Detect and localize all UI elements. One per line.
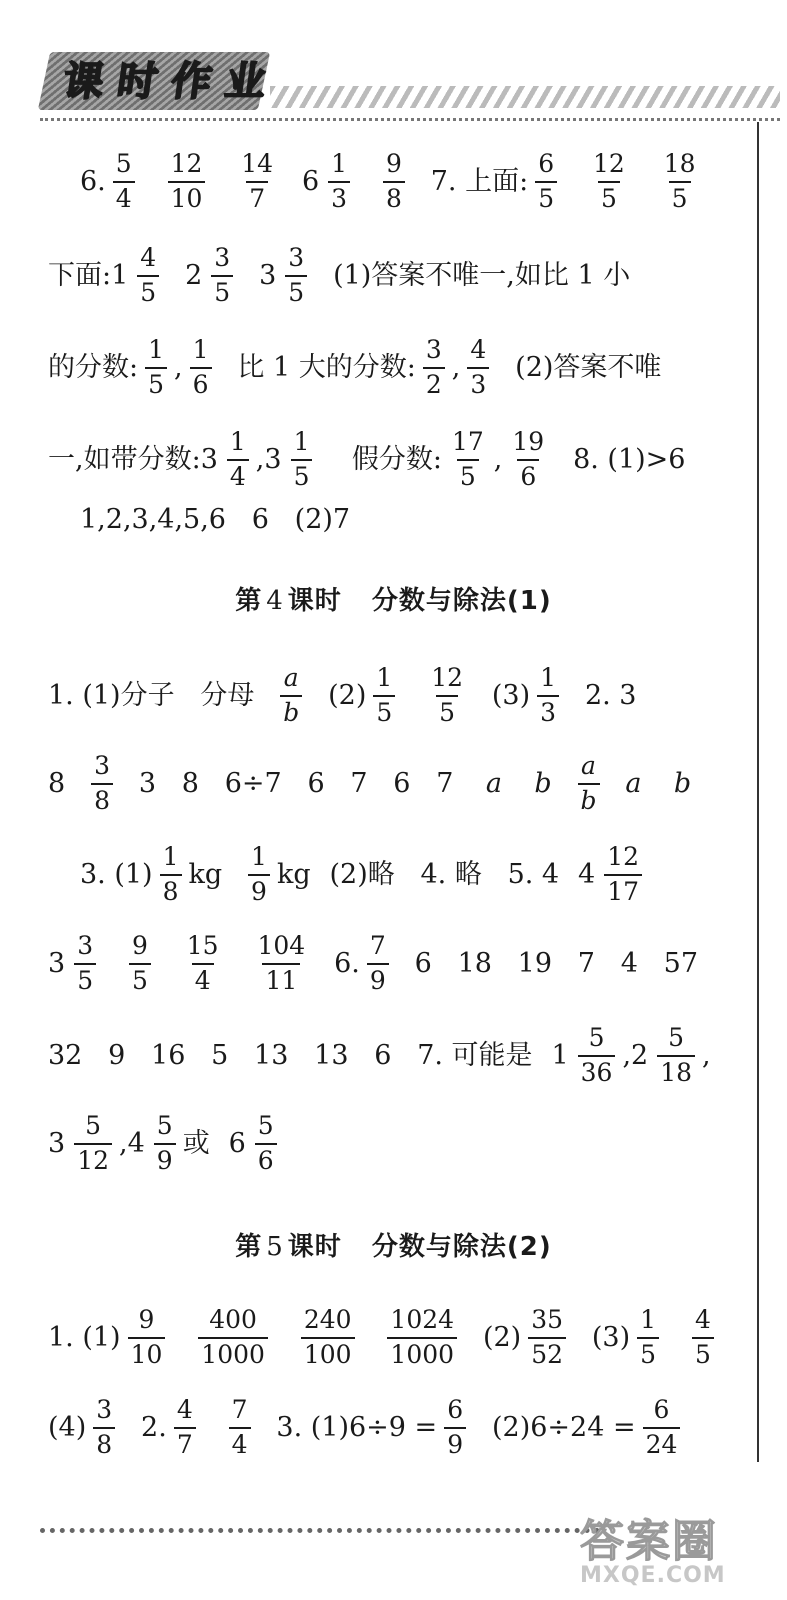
answer-line [48,336,742,400]
answer-text: 1,2,3,4,5,6 6 (2)7 [80,504,351,535]
fraction: $\frac{19}{6}$ [512,427,545,491]
fraction: $\frac{12}{17}$ [604,843,642,907]
fraction: $\frac{a}{b}$ [578,752,600,816]
variable: b [534,767,552,799]
mixed-whole: 2 [631,1039,649,1071]
fraction: $\frac{6}{24}$ [643,1396,681,1460]
answer-text: 的分数: [48,351,139,383]
fraction: $\frac{4}{5}$ [137,244,159,308]
answer-text: 下面: [48,259,112,291]
fraction: $\frac{1}{9}$ [248,843,270,907]
mixed-whole: 6 [301,165,320,197]
fraction: $\frac{35}{52}$ [528,1306,566,1370]
fraction: $\frac{4}{3}$ [467,336,489,400]
answer-text: 6 18 19 7 4 57 [414,947,698,979]
answer-text: 32 9 16 5 13 13 6 7. 可能是 [48,1039,533,1071]
fraction: $\frac{3}{5}$ [285,244,307,308]
fraction: $\frac{1}{3}$ [328,150,350,214]
fraction: $\frac{1}{5}$ [373,664,395,728]
answer-text: 比 1 大的分数: [237,351,416,383]
fraction: $\frac{5}{9}$ [154,1112,176,1176]
separator: , [255,443,265,475]
separator: , [451,351,461,383]
fraction: $\frac{12}{5}$ [431,663,463,727]
answer-line [80,843,742,907]
answer-line [48,1396,742,1460]
answer-line [48,752,742,816]
fraction: $\frac{1}{6}$ [190,336,212,400]
fraction: $\frac{5}{36}$ [578,1024,616,1088]
fraction: $\frac{7}{9}$ [367,932,389,996]
answer-text: 假分数: [351,443,442,475]
fraction: $\frac{12}{5}$ [593,149,625,213]
watermark-text: 答案圈 [580,1516,718,1567]
fraction: $\frac{6}{5}$ [535,150,557,214]
fraction: $\frac{1}{5}$ [145,336,167,400]
variable: a [625,767,642,799]
question-number: 6. [80,165,106,197]
fraction: $\frac{a}{b}$ [280,664,302,728]
fraction: $\frac{4}{7}$ [174,1396,196,1460]
separator: , [702,1039,711,1071]
answer-text: 3 8 6÷7 6 7 6 7 [138,767,454,799]
answer-text: (1)答案不唯一,如比 1 小 [333,259,631,291]
fraction: $\frac{3}{5}$ [211,244,233,308]
answer-text: 2. 3 [584,679,637,711]
mixed-whole: 2 [185,259,203,291]
watermark-url: MXQE.COM [580,1563,726,1588]
answer-text: 8. (1)>6 [573,443,686,475]
fraction: $\frac{3}{8}$ [91,752,113,816]
section-heading: 第 5 课时 分数与除法(2) [235,1232,552,1262]
answer-text: 3. (1) [80,858,153,890]
answer-text: (3) [591,1321,631,1353]
answer-text: (4) [48,1411,87,1443]
fraction: $\frac{1}{8}$ [160,843,182,907]
answer-line [48,1112,742,1176]
fraction: $\frac{12}{10}$ [168,150,206,214]
variable: b [673,767,692,799]
fraction: $\frac{5}{18}$ [657,1024,695,1088]
fraction: $\frac{18}{5}$ [663,149,696,213]
mixed-whole: 4 [578,858,596,890]
mixed-whole: 1 [551,1039,569,1071]
fraction: $\frac{1}{5}$ [637,1306,659,1370]
separator: , [119,1127,128,1159]
fraction: $\frac{15}{4}$ [186,931,219,995]
separator: , [493,443,503,475]
header-title-char: 业 [222,59,269,105]
separator: , [622,1039,632,1071]
header-title-char: 时 [114,59,161,105]
fraction: $\frac{9}{8}$ [383,150,405,214]
answer-text: 8 [48,767,66,799]
answer-line [48,664,742,728]
answer-line [48,1306,742,1370]
question-number: 6. [334,947,360,979]
fraction: $\frac{17}{5}$ [451,427,484,491]
fraction: $\frac{5}{6}$ [255,1112,277,1176]
fraction: $\frac{1024}{1000}$ [387,1306,457,1370]
variable: a [485,767,502,799]
fraction: $\frac{400}{1000}$ [198,1306,268,1370]
mixed-whole: 4 [127,1127,145,1159]
fraction: $\frac{9}{5}$ [129,932,151,996]
fraction: $\frac{5}{4}$ [113,150,135,214]
fraction: $\frac{5}{12}$ [74,1112,112,1176]
fraction: $\frac{3}{5}$ [74,932,96,996]
answer-text: 1. (1)分子 分母 [48,679,255,711]
separator: , [174,351,183,383]
answer-text: (2)6÷24 = [491,1411,636,1443]
fraction: $\frac{14}{7}$ [241,149,274,213]
mixed-whole: 3 [264,443,282,475]
mixed-whole: 3 [259,259,277,291]
fraction: $\frac{6}{9}$ [444,1396,466,1460]
header-title-char: 课 [60,59,107,105]
header-title-char: 作 [168,59,215,105]
answer-line [48,932,742,996]
footer-dotted-rule [40,1528,600,1549]
fraction: $\frac{7}{4}$ [229,1396,251,1460]
answer-text: (3) [491,679,531,711]
answer-text: 一,如带分数: [48,443,201,475]
fraction: $\frac{240}{100}$ [301,1306,355,1370]
fraction: $\frac{1}{3}$ [537,664,559,728]
fraction: $\frac{3}{8}$ [93,1396,115,1460]
fraction: $\frac{3}{2}$ [423,336,445,400]
answer-text: 或 [182,1127,210,1159]
fraction: $\frac{1}{4}$ [227,428,249,492]
answer-line [48,1024,742,1088]
fraction: $\frac{1}{5}$ [291,428,313,492]
question-number: 2. [141,1411,167,1443]
answer-text: (2)略 4. 略 5. 4 [329,858,560,890]
fraction: $\frac{104}{11}$ [257,931,306,995]
fraction: $\frac{4}{5}$ [692,1306,714,1370]
unit: kg [188,858,223,890]
mixed-whole: 3 [48,1127,66,1159]
answer-line [48,428,742,492]
question-text: 7. 上面: [430,165,529,197]
section-heading: 第 4 课时 分数与除法(1) [235,586,552,616]
answer-line [80,150,742,214]
mixed-whole: 1 [111,259,129,291]
answer-text: (2) [328,679,367,711]
watermark [580,1505,770,1595]
fraction: $\frac{9}{10}$ [128,1306,166,1370]
mixed-whole: 6 [228,1127,246,1159]
answer-text: (2)答案不唯 [515,351,662,383]
answer-text: 3. (1)6÷9 = [276,1411,438,1443]
answer-text: 1. (1) [48,1321,121,1353]
unit: kg [276,858,311,890]
mixed-whole: 3 [200,443,218,475]
answer-text: (2) [482,1321,522,1353]
answer-line [80,505,742,535]
answer-line [48,244,742,308]
mixed-whole: 3 [48,947,66,979]
